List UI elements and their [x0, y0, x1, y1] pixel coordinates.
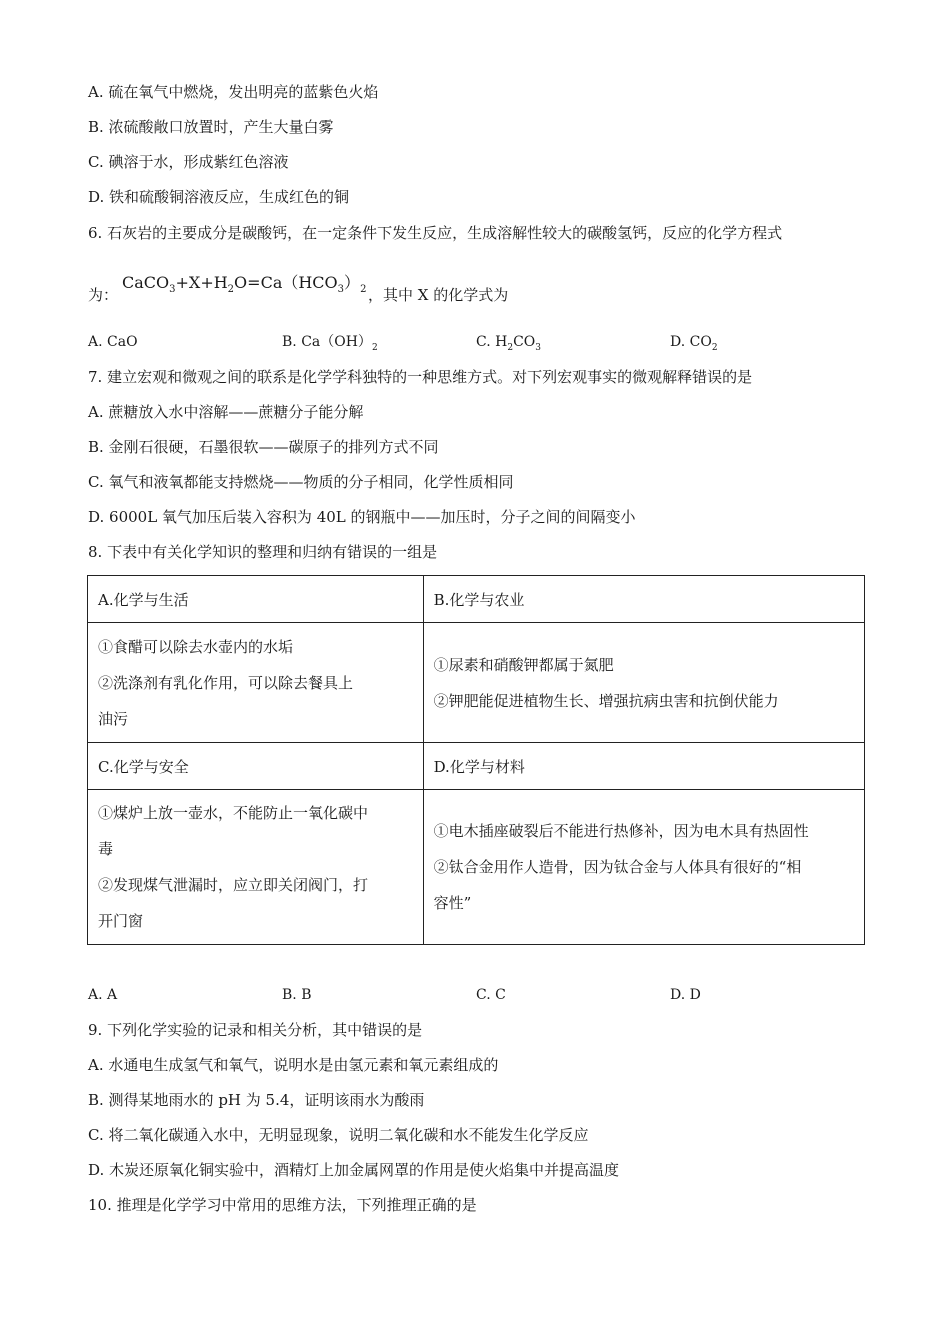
cell-c-line: 开门窗 [98, 912, 144, 930]
q6-option-d: D. $CO_2$ [670, 334, 718, 353]
q5-option-c: C. 碘溶于水，形成紫红色溶液 [88, 153, 289, 171]
cell-c-content [88, 790, 424, 945]
q7-option-c: C. 氧气和液氧都能支持燃烧——物质的分子相同，化学性质相同 [88, 473, 514, 491]
cell-a-line: ①食醋可以除去水壶内的水垢 [98, 637, 294, 656]
q8-option-d: D. D [670, 987, 701, 1003]
q9-option-d: D. 木炭还原氧化铜实验中，酒精灯上加金属网罩的作用是使火焰集中并提高温度 [88, 1161, 620, 1179]
q9-option-c: C. 将二氧化碳通入水中，无明显现象，说明二氧化碳和水不能发生化学反应 [88, 1126, 589, 1144]
q6-prefix: 为： [88, 286, 119, 304]
cell-d-line: ①电木插座破裂后不能进行热修补，因为电木具有热固性 [433, 822, 809, 840]
cell-c-heading: C.化学与安全 [88, 743, 424, 790]
q8-option-b: B. B [282, 987, 312, 1003]
cell-a-content [88, 623, 424, 743]
cell-d-line: ②钛合金用作人造骨，因为钛合金与人体具有很好的“相 [433, 858, 802, 876]
cell-a-line: 油污 [98, 709, 129, 728]
q7-option-b: B. 金刚石很硬，石墨很软——碳原子的排列方式不同 [88, 438, 439, 456]
q7-stem: 7. 建立宏观和微观之间的联系是化学学科独特的一种思维方式。对下列宏观事实的微观解释错误的是 [88, 368, 753, 386]
cell-d-heading: D.化学与材料 [423, 743, 864, 790]
q8-option-c: C. C [476, 987, 506, 1003]
q8-stem: 8. 下表中有关化学知识的整理和归纳有错误的一组是 [88, 543, 438, 561]
q5-option-b: B. 浓硫酸敞口放置时，产生大量白雾 [88, 118, 334, 136]
cell-c-line: ①煤炉上放一壶水，不能防止一氧化碳中 [98, 804, 369, 822]
q9-stem: 9. 下列化学实验的记录和相关分析，其中错误的是 [88, 1021, 423, 1039]
q9-option-b: B. 测得某地雨水的 pH 为 5.4，证明该雨水为酸雨 [88, 1091, 425, 1109]
q9-option-a: A. 水通电生成氢气和氧气，说明水是由氢元素和氧元素组成的 [88, 1056, 499, 1074]
q7-option-d: D. 6000L 氧气加压后装入容积为 40L 的钢瓶中——加压时，分子之间的间隔变小 [88, 508, 636, 526]
cell-d-line: 容性” [433, 894, 472, 912]
q10-stem: 10. 推理是化学学习中常用的思维方法，下列推理正确的是 [88, 1196, 477, 1214]
cell-c-line: 毒 [98, 840, 114, 858]
cell-a-line: ②洗涤剂有乳化作用，可以除去餐具上 [98, 673, 354, 692]
cell-b-content [423, 623, 864, 743]
q6-stem: 6. 石灰岩的主要成分是碳酸钙，在一定条件下发生反应，生成溶解性较大的碳酸氢钙，反应的化学方程式 [88, 224, 783, 242]
q5-option-d: D. 铁和硫酸铜溶液反应，生成红色的铜 [88, 188, 350, 206]
q6-equation: $CaCO_3+X+H_2O=Ca(HCO_3)_2$ [122, 273, 367, 296]
cell-b-heading: B.化学与农业 [423, 576, 864, 623]
q5-option-a: A. 硫在氧气中燃烧，发出明亮的蓝紫色火焰 [88, 83, 379, 101]
cell-c-line: ②发现煤气泄漏时，应立即关闭阀门，打 [98, 876, 369, 894]
cell-b-line: ②钾肥能促进植物生长、增强抗病虫害和抗倒伏能力 [433, 691, 779, 710]
cell-b-line: ①尿素和硝酸钾都属于氮肥 [433, 655, 614, 674]
q6-option-c: C. $H_2CO_3$ [476, 334, 541, 353]
q6-option-a: A. CaO [88, 334, 138, 350]
q6-option-b: B. $Ca(OH)_2$ [282, 334, 378, 353]
q6-suffix: ，其中 X 的化学式为 [368, 286, 509, 304]
cell-d-content [423, 790, 864, 945]
cell-a-heading: A.化学与生活 [88, 576, 424, 623]
q8-option-a: A. A [88, 987, 118, 1003]
q7-option-a: A. 蔗糖放入水中溶解——蔗糖分子能分解 [88, 403, 364, 421]
q8-knowledge-table [87, 575, 865, 945]
